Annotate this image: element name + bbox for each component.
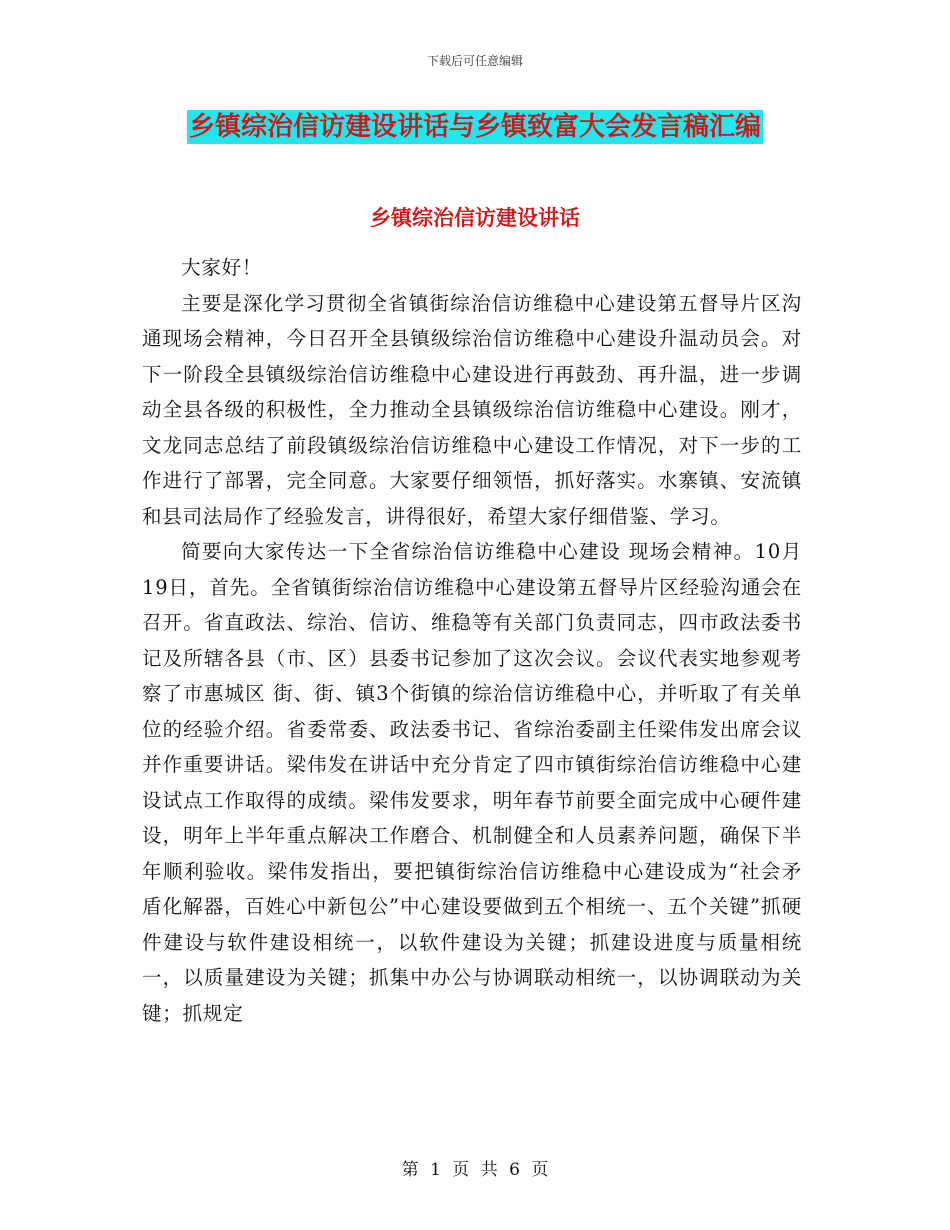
paragraph-greeting: 大家好！ xyxy=(181,256,263,279)
section-title: 乡镇综治信访建设讲话 xyxy=(370,206,580,230)
page-header-note: 下载后可任意编辑 xyxy=(426,54,523,68)
document-title-text: 乡镇综治信访建设讲话与乡镇致富大会发言稿汇编 xyxy=(188,112,761,142)
page-number: 第 1 页 共 6 页 xyxy=(401,1160,549,1180)
document-body xyxy=(142,250,802,1031)
paragraph-meeting: 简要向大家传达一下全省综治信访维稳中心建设 现场会精神。10月19日，首先。全省镇街综治信访维稳中心建设第五督导片区经验沟通会在召开。省直政法、综治、信访、维稳等有关部门负责同志，四市政法委书记及所辖各县（市、区）县委书记参加了这次会议。会议代表实地参观考察了市惠城区 街、街、镇3个街镇的综治信访维稳中心，并听取了有关单位的经验介绍。省委常委、政法委书记、省综治委副主任梁伟发出席会议并作重要讲话。梁伟发在讲话中充分肯定了四市镇街综治信访维稳中心建设试点工作取得的成绩。梁伟发要求，明年春节前要全面完成中心硬件建设，明年上半年重点解决工作磨合、机制健全和人员素养问题，确保下半年顺利验收。梁伟发指出，要把镇街综治信访维稳中心建设成为“社会矛盾化解器，百姓心中新包公”中心建设要做到五个相统一、五个关键”抓硬件建设与软件建设相统一，以软件建设为关键；抓建设进度与质量相统一，以质量建设为关键；抓集中办公与协调联动相统一，以协调联动为关键；抓规定 xyxy=(142,540,802,1025)
paragraph-intro: 主要是深化学习贯彻全省镇街综治信访维稳中心建设第五督导片区沟通现场会精神，今日召开全县镇级综治信访维稳中心建设升温动员会。对下一阶段全县镇级综治信访维稳中心建设进行再鼓劲、再升温，进一步调动全县各级的积极性，全力推动全县镇级综治信访维稳中心建设。刚才，文龙同志总结了前段镇级综治信访维稳中心建设工作情况，对下一步的工作进行了部署，完全同意。大家要仔细领悟，抓好落实。水寨镇、安流镇和县司法局作了经验发言，讲得很好，希望大家仔细借鉴、学习。 xyxy=(142,291,802,528)
document-title xyxy=(0,110,950,144)
